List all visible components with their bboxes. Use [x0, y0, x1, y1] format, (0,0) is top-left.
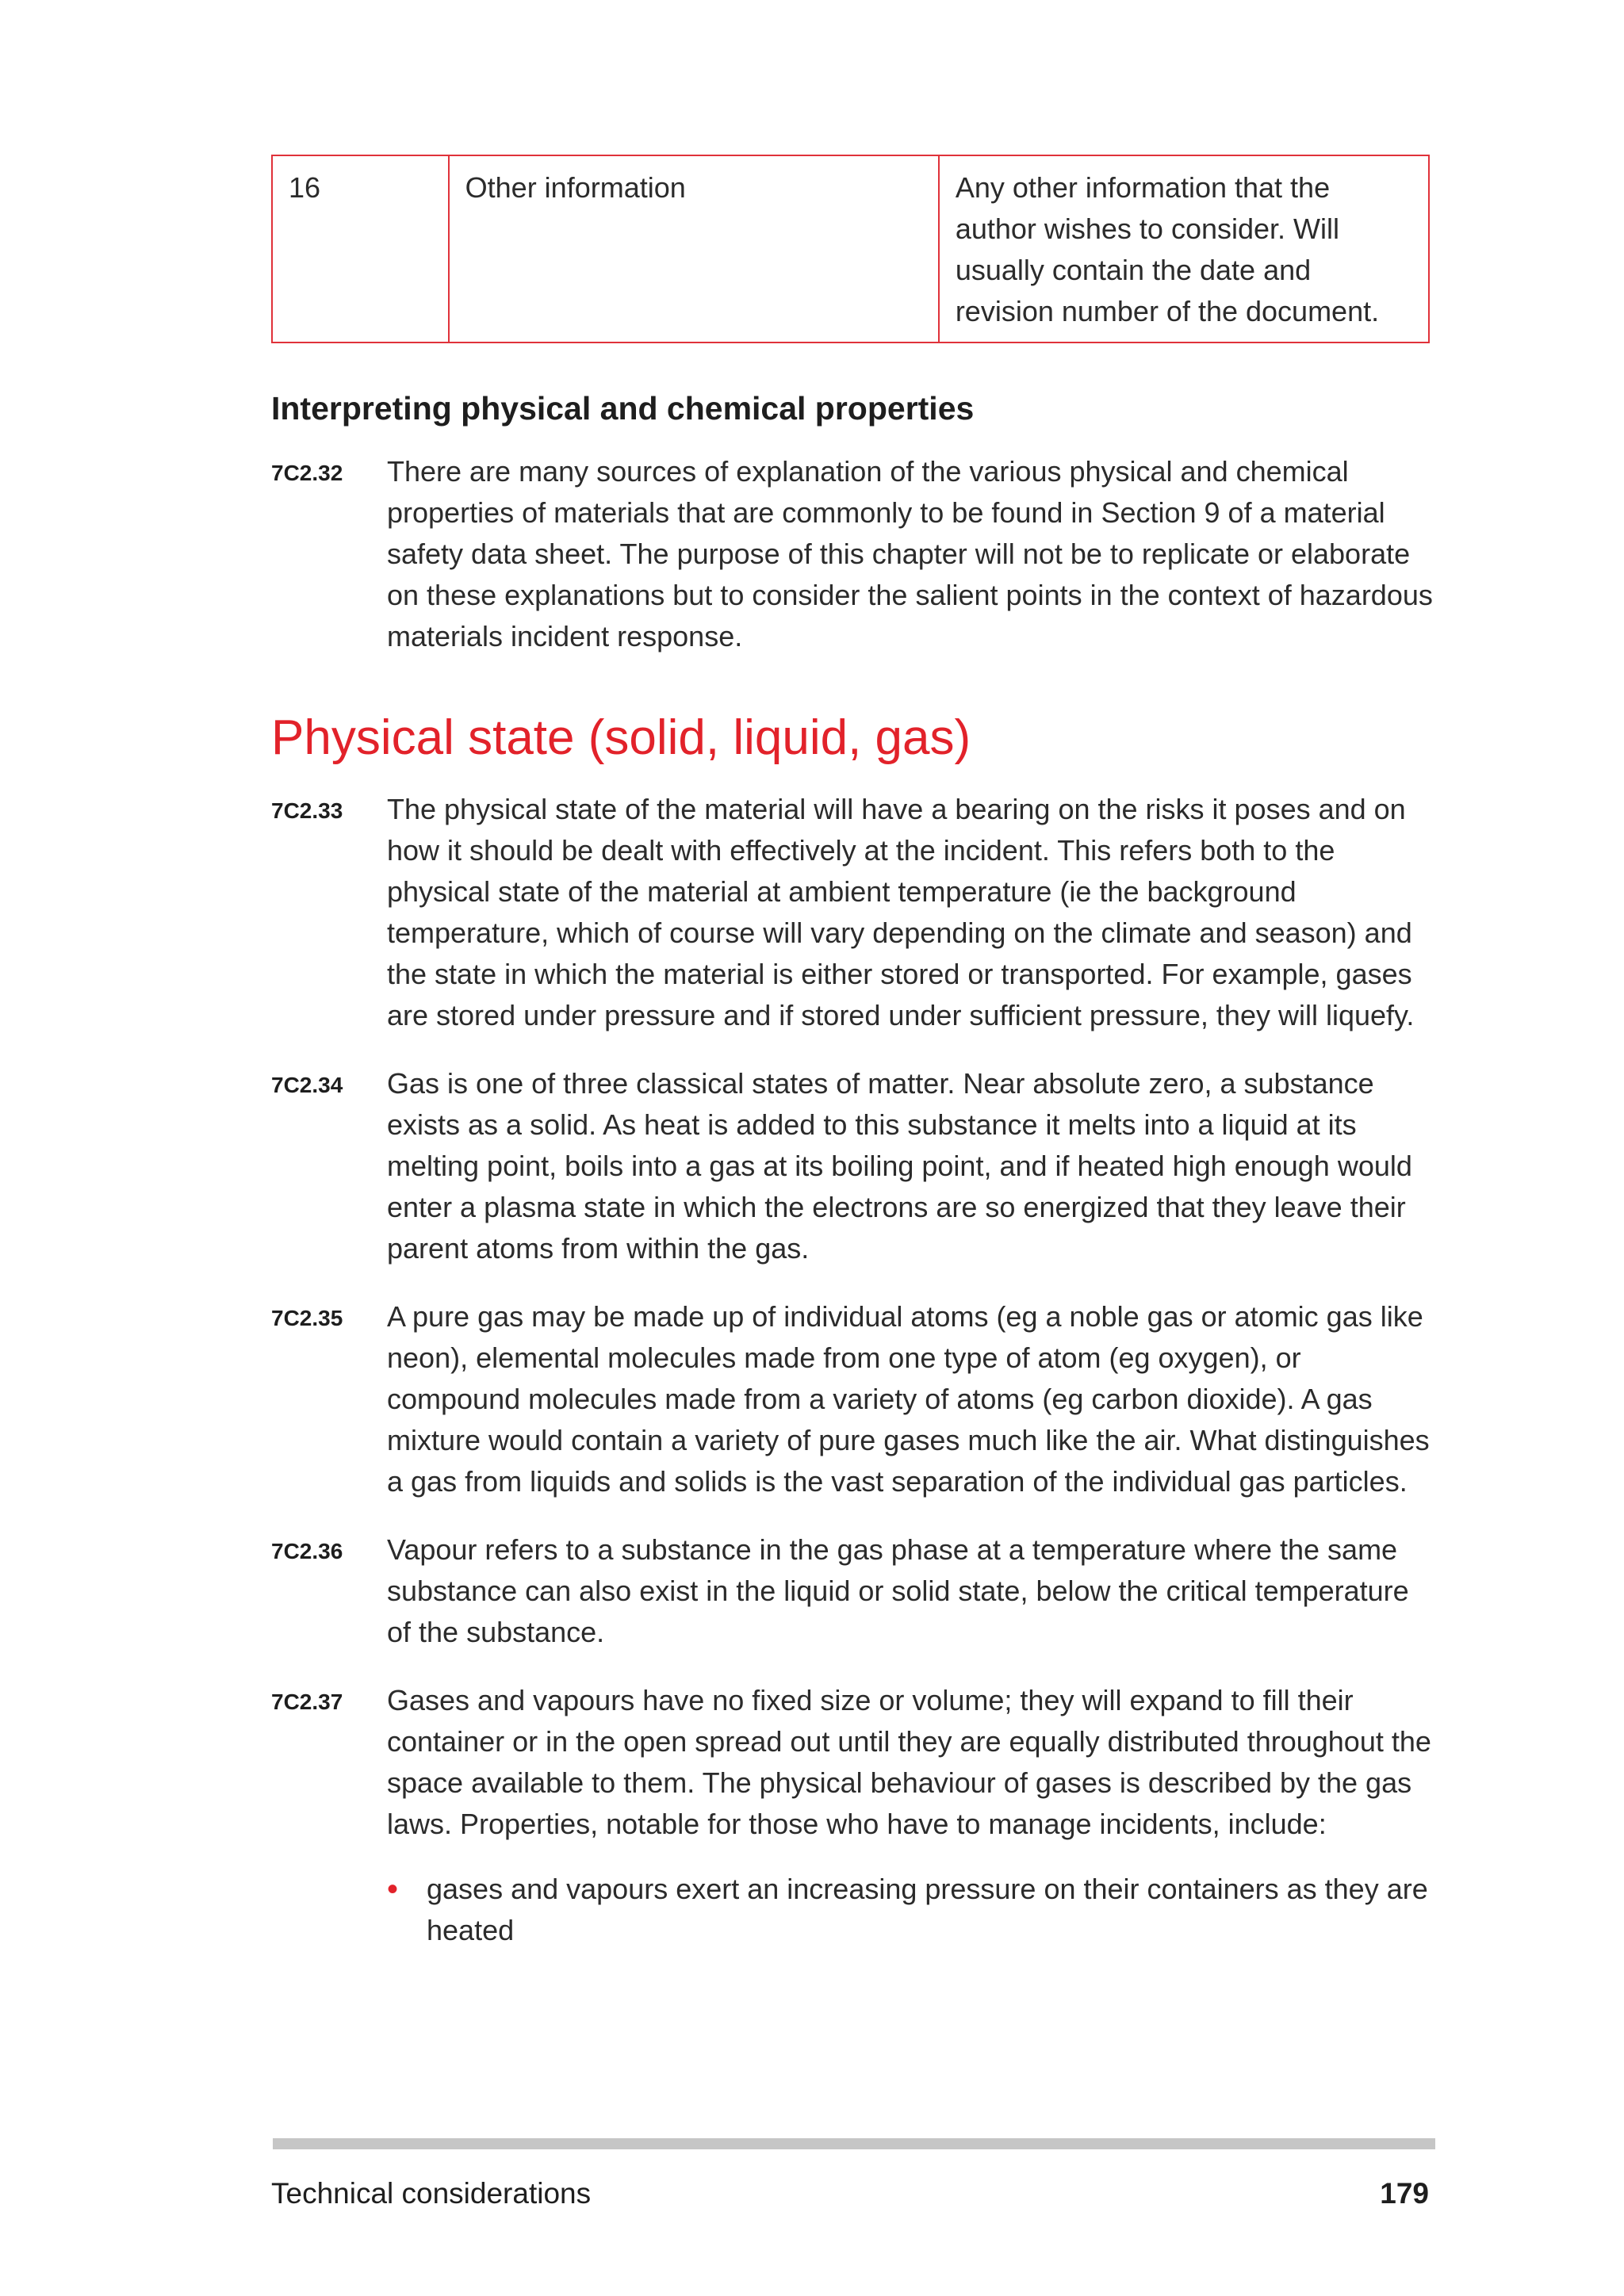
- paragraph-number: 7C2.34: [271, 1073, 343, 1097]
- bullet-list: [387, 1869, 1437, 1951]
- paragraph: [271, 789, 1437, 1036]
- table-cell-description: Any other information that the author wishes to consider. Will usually contain the date and revision number of the document.: [939, 155, 1429, 342]
- paragraph-number: 7C2.32: [271, 461, 343, 485]
- paragraph-text: Gases and vapours have no fixed size or volume; they will expand to fill their container or in the open spread out until they are equally distributed throughout the space available to them. The physical behaviour of gases is described by the gas laws. Properties, notable for those who have to manage incidents, include:: [387, 1684, 1431, 1840]
- paragraph-text: Vapour refers to a substance in the gas phase at a temperature where the same substance can also exist in the liquid or solid state, below the critical temperature of the substance.: [387, 1533, 1409, 1648]
- paragraph-text: The physical state of the material will have a bearing on the risks it poses and on how it should be dealt with effectively at the incident. This refers both to the physical state of the material at ambient temperature (ie the background temperature, which of course will vary depending on the climate and season) and the state in which the material is either stored or transported. For example, gases are stored under pressure and if stored under sufficient pressure, they will liquefy.: [387, 793, 1415, 1031]
- footer-section-name: Technical considerations: [271, 2177, 592, 2210]
- paragraph: [271, 1063, 1437, 1269]
- footer-divider: [273, 2138, 1435, 2149]
- table-cell-number: 16: [272, 155, 449, 342]
- paragraph-body: [387, 1680, 1437, 1951]
- page-content: [271, 155, 1437, 1978]
- paragraph: [271, 1680, 1437, 1951]
- list-item: [387, 1869, 1437, 1951]
- section-title: Physical state (solid, liquid, gas): [271, 710, 971, 765]
- paragraph: [271, 1529, 1437, 1653]
- paragraph-number: 7C2.33: [271, 798, 343, 823]
- paragraph-number: 7C2.36: [271, 1539, 343, 1563]
- paragraph-text: A pure gas may be made up of individual atoms (eg a noble gas or atomic gas like neon), elemental molecules made from one type of atom (eg oxygen), or compound molecules made from a variety of atoms (eg carbon dioxide). A gas mixture would contain a variety of pure gases much like the air. What distinguishes a gas from liquids and solids is the vast separation of the individual gas particles.: [387, 1300, 1430, 1498]
- paragraph-text: There are many sources of explanation of the various physical and chemical properties of materials that are commonly to be found in Section 9 of a material safety data sheet. The purpose of this chapter will not be to replicate or elaborate on these explanations but to consider the salient points in the context of hazardous materials incident response.: [387, 455, 1433, 652]
- bullet-icon: •: [387, 1872, 399, 1907]
- table-cell-heading: Other information: [449, 155, 939, 342]
- paragraph: [271, 451, 1437, 657]
- paragraph: [271, 1296, 1437, 1502]
- table-row: [272, 155, 1429, 342]
- bullet-text: gases and vapours exert an increasing pressure on their containers as they are heated: [427, 1873, 1428, 1946]
- paragraph-number: 7C2.35: [271, 1306, 343, 1330]
- paragraph-text: Gas is one of three classical states of matter. Near absolute zero, a substance exists as a solid. As heat is added to this substance it melts into a liquid at its melting point, boils into a gas at its boiling point, and if heated high enough would enter a plasma state in which the electrons are so energized that they leave their parent atoms from within the gas.: [387, 1067, 1412, 1265]
- page-number: 179: [1380, 2177, 1429, 2210]
- subheading: Interpreting physical and chemical properties: [271, 390, 975, 427]
- info-table: [271, 155, 1430, 343]
- paragraph-number: 7C2.37: [271, 1689, 343, 1714]
